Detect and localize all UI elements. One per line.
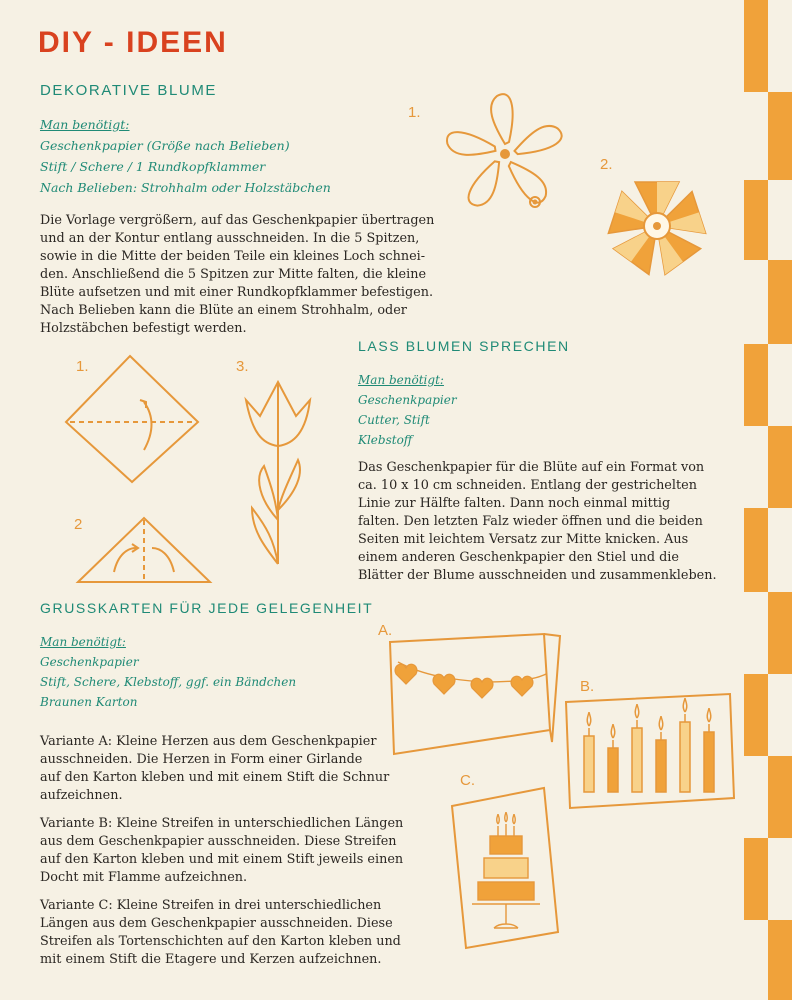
text-line: auf den Karton kleben und mit einem Stift die Schnur [40,770,390,785]
step-number: 2 [74,516,83,533]
text-line: Linie zur Hälfte falten. Dann noch einmal mittig [358,496,671,511]
text-line: aus dem Geschenkpapier ausschneiden. Diese Streifen [40,834,397,849]
instructions-cards [40,733,430,979]
text-line: Seiten mit leichtem Versatz zur Mitte knicken. Aus [358,532,689,547]
material-item: Geschenkpapier (Größe nach Belieben) [40,138,290,153]
card-b-illustration [562,690,738,814]
material-item: Geschenkpapier [40,655,139,669]
card-label: A. [378,622,393,639]
material-item: Klebstoff [358,433,413,447]
materials-cards [40,632,296,712]
text-line: falten. Den letzten Falz wieder öffnen und die beiden [358,514,703,529]
text-line: Variante C: Kleine Streifen in drei unterschiedlichen [40,898,382,913]
material-item: Stift, Schere, Klebstoff, ggf. ein Bändchen [40,675,297,689]
tulip-illustration [234,380,324,566]
strip-cell [744,674,768,756]
variant-c [40,897,430,969]
strip-cell [744,180,768,260]
text-line: auf den Karton kleben und mit einem Stift jeweils einen [40,852,404,867]
instructions-tulip [358,459,738,585]
text-line: mit einem Stift die Etagere und Kerzen aufzeichnen. [40,952,382,967]
text-line: einem anderen Geschenkpapier den Stiel und die [358,550,679,565]
material-item: Cutter, Stift [358,413,430,427]
strip-cell [744,508,768,592]
materials-label: Man benötigt: [358,373,444,387]
variant-a [40,733,430,805]
strip-cell [768,592,792,674]
material-item: Geschenkpapier [358,393,457,407]
section-heading-flower: DEKORATIVE BLUME [40,82,218,99]
checker-strip [744,0,792,1000]
card-label: C. [460,772,475,789]
strip-cell [744,0,768,92]
text-line: ausschneiden. Die Herzen in Form einer Girlande [40,752,363,767]
step-number: 1. [76,358,89,375]
strip-cell [768,756,792,838]
text-line: und an der Kontur entlang ausschneiden. In die 5 Spitzen, [40,231,420,246]
material-item: Stift / Schere / 1 Rundkopfklammer [40,159,266,174]
text-line: Streifen als Tortenschichten auf den Karton kleben und [40,934,401,949]
variant-b [40,815,430,887]
page-title: DIY - IDEEN [38,26,228,59]
fold-step2-illustration [74,512,214,588]
text-line: Blätter der Blume ausschneiden und zusammenkleben. [358,568,717,583]
flower-outline-illustration [430,86,580,226]
materials-flower [40,114,331,198]
text-line: Variante A: Kleine Herzen aus dem Geschenkpapier [40,734,377,749]
card-label: B. [580,678,595,695]
fold-step1-illustration [60,352,204,486]
section-heading-cards: GRUSSKARTEN FÜR JEDE GELEGENHEIT [40,600,374,616]
strip-cell [768,920,792,1000]
strip-cell [744,838,768,920]
text-line: Nach Belieben kann die Blüte an einem Strohhalm, oder [40,303,407,318]
text-line: Blüte aufsetzen und mit einer Rundkopfklammer befestigen. [40,285,434,300]
text-line: Holzstäbchen befestigt werden. [40,321,247,336]
text-line: Das Geschenkpapier für die Blüte auf ein Format von [358,460,705,475]
materials-label: Man benötigt: [40,635,126,649]
text-line: sowie in die Mitte der beiden Teile ein kleines Loch schnei- [40,249,426,264]
materials-label: Man benötigt: [40,117,130,132]
step-number: 1. [408,104,421,121]
strip-cell [768,260,792,344]
flower-finished-illustration [592,168,722,288]
text-line: Variante B: Kleine Streifen in unterschiedlichen Längen [40,816,404,831]
text-line: Längen aus dem Geschenkpapier ausschneiden. Diese [40,916,393,931]
material-item: Nach Belieben: Strohhalm oder Holzstäbchen [40,180,331,195]
materials-tulip [358,370,457,450]
text-line: ca. 10 x 10 cm schneiden. Entlang der gestrichelten [358,478,697,493]
text-line: aufzeichnen. [40,788,123,803]
section-heading-tulip: LASS BLUMEN SPRECHEN [358,338,570,354]
text-line: den. Anschließend die 5 Spitzen zur Mitte falten, die kleine [40,267,427,282]
strip-cell [768,426,792,508]
strip-cell [768,92,792,180]
instructions-flower [40,212,460,338]
strip-cell [744,344,768,426]
material-item: Braunen Karton [40,695,138,709]
step-number: 2. [600,156,613,173]
text-line: Die Vorlage vergrößern, auf das Geschenkpapier übertragen [40,213,435,228]
text-line: Docht mit Flamme aufzeichnen. [40,870,248,885]
step-number: 3. [236,358,249,375]
card-c-illustration [444,782,564,950]
card-a-illustration [384,630,564,760]
